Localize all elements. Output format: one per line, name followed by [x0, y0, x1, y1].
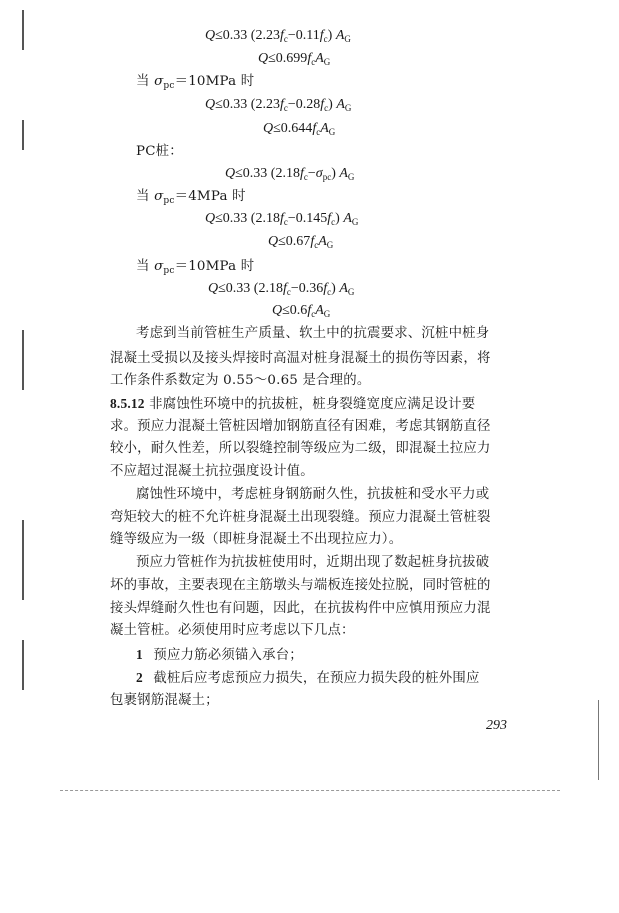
list-item-number: 1 — [136, 647, 143, 662]
formula-line: Q≤0.33 $(2.18f_c-0.145f_c)$ $A_G$ — [205, 211, 359, 227]
paragraph-line: 求。预应力混凝土管桩因增加钢筋直径有困难，考虑其钢筋直径 — [110, 419, 491, 434]
paragraph-line: 弯矩较大的桩不允许桩身混凝土出现裂缝。预应力混凝土管桩裂 — [110, 510, 491, 525]
section-text: 非腐蚀性环境中的抗拔桩，桩身裂缝宽度应满足设计要 — [149, 397, 476, 412]
formula-line: Q≤0.33 $(2.23f_c-0.11f_c)$ $A_G$ — [205, 28, 351, 44]
paragraph-line: 混凝土受损以及接头焊接时高温对桩身混凝土的损伤等因素，将 — [110, 351, 491, 366]
list-item-text: 预应力筋必须锚入承台； — [153, 648, 303, 663]
formula-line: Q≤0.33 $(2.18f_c-0.36f_c)$ $A_G$ — [208, 281, 355, 297]
formula-line: Q≤0.33 $(2.18f_c-\sigma_{pc})$ $A_G$ — [225, 166, 355, 182]
list-item-continuation: 包裹钢筋混凝土； — [110, 693, 219, 708]
formula-line: Q≤0.33 $(2.23f_c-0.28f_c)$ $A_G$ — [205, 97, 352, 113]
scan-edge-line — [60, 790, 560, 791]
list-item-text: 截桩后应考虑预应力损失，在预应力损失段的桩外围应 — [153, 671, 480, 686]
paragraph-line: 工作条件系数定为 0.55～0.65 是合理的。 — [110, 373, 371, 388]
paragraph-line: 坏的事故，主要表现在主筋墩头与端板连接处拉脱，同时管桩的 — [110, 578, 491, 593]
paragraph-line: 考虑到当前管桩生产质量、软土中的抗震要求、沉桩中桩身 — [136, 326, 490, 341]
paragraph-line: 不应超过混凝土抗拉强度设计值。 — [110, 464, 314, 479]
paragraph-line: 接头焊缝耐久性也有问题，因此，在抗拔构件中应慎用预应力混 — [110, 601, 491, 616]
formula-line: $Q\le 0.67f_cA_G$ — [268, 234, 334, 250]
scan-margin-mark — [22, 640, 24, 690]
condition-line: 当 $\sigma_{pc}=4MPa$ 时 — [136, 189, 246, 206]
page-number: 293 — [486, 718, 507, 733]
list-item — [136, 646, 303, 665]
scan-margin-mark — [22, 520, 24, 600]
list-item-number: 2 — [136, 670, 143, 685]
scan-margin-mark — [22, 10, 24, 50]
scan-margin-mark — [598, 700, 599, 780]
scan-margin-mark — [22, 330, 24, 390]
paragraph-line: 腐蚀性环境中，考虑桩身钢筋耐久性，抗拔桩和受水平力或 — [136, 487, 490, 502]
condition-line: 当 $\sigma_{pc}=10MPa$ 时 — [136, 259, 255, 276]
formula-line: $Q\le 0.644f_cA_G$ — [263, 121, 336, 137]
condition-line: 当 $\sigma_{pc}=10MPa$ 时 — [136, 74, 255, 91]
paragraph-line: 较小，耐久性差，所以裂缝控制等级应为二级，即混凝土拉应力 — [110, 441, 491, 456]
paragraph-line: 预应力管桩作为抗拔桩使用时，近期出现了数起桩身抗拔破 — [136, 555, 490, 570]
scan-margin-mark — [22, 120, 24, 150]
section-first-line — [110, 395, 475, 414]
formula-line: $Q\le 0.6f_cA_G$ — [272, 303, 331, 319]
list-item — [136, 669, 480, 688]
paragraph-line: 缝等级应为一级（即桩身混凝土不出现拉应力）。 — [110, 532, 403, 547]
pc-pile-heading: PC桩： — [136, 144, 183, 159]
paragraph-line: 凝土管桩。必须使用时应考虑以下几点： — [110, 623, 355, 638]
formula-line: $Q\le 0.699f_cA_G$ — [258, 51, 331, 67]
section-number: 8.5.12 — [110, 396, 145, 411]
